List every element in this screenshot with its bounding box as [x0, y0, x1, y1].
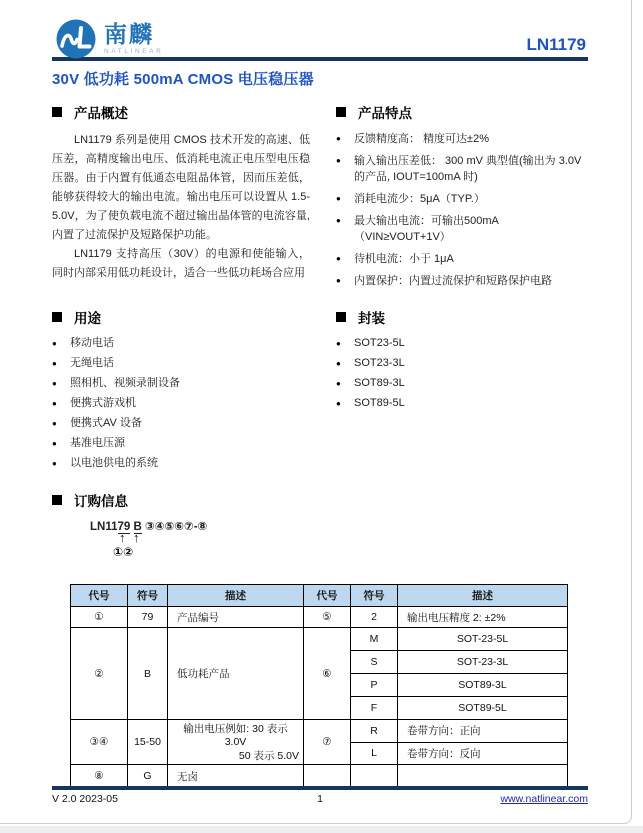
bullet-icon [52, 336, 70, 351]
list-item: ● 便携式AV 设备 [52, 416, 310, 431]
features-heading [336, 102, 588, 122]
applications-heading-label: 用途 [74, 311, 101, 326]
bullet-icon [52, 456, 70, 471]
table-cell: ③④ [71, 720, 128, 765]
section-packages [336, 307, 588, 416]
section-features [336, 102, 588, 295]
table-cell: ② [71, 628, 128, 720]
table-cell: SOT89-5L [398, 697, 568, 720]
bullet-icon [336, 356, 354, 371]
section-overview [52, 102, 310, 283]
bullet-icon [336, 376, 354, 391]
features-heading-label: 产品特点 [358, 106, 412, 121]
footer-divider [52, 786, 588, 790]
list-item: ● 基准电压源 [52, 436, 310, 451]
table-cell: G [128, 765, 168, 788]
table-cell: 2 [351, 607, 398, 628]
table-header-row [71, 585, 568, 607]
bullet-icon [336, 336, 354, 351]
bullet-icon [336, 273, 354, 289]
voltage-example-line1: 输出电压例如: 30 表示 3.0V [183, 723, 288, 748]
table-cell: 卷带方向：正向 [398, 720, 568, 743]
table-row [71, 607, 568, 628]
table-cell [304, 765, 351, 788]
document-version: V 2.0 2023-05 [52, 792, 118, 805]
table-cell: 卷带方向：反向 [398, 742, 568, 765]
column-header: 描述 [398, 585, 568, 607]
page-header [52, 0, 588, 57]
list-item: ● 照相机、视频录制设备 [52, 376, 310, 391]
overview-paragraph-1: LN1179 系列是使用 CMOS 技术开发的高速、低压差，高精度输出电压、低消耗电流正电压型电压稳压器。由于内置有低通态电阻晶体管，因而压差低，能够获得较大的输出电流。输出电压可以设置从 1.5-5.0V，为了使负载电流不超过输出晶体管的电流容量,内置了过流保护及短路保护功能。 [52, 134, 310, 241]
bullet-icon [336, 396, 354, 411]
table-cell: ⑧ [71, 765, 128, 788]
table-cell: SOT-23-5L [398, 628, 568, 651]
bullet-icon [52, 436, 70, 451]
page-content [52, 0, 588, 788]
up-arrow-icon: ↑ [133, 530, 140, 545]
section-marker-icon [52, 107, 62, 117]
ordering-code-suffix: ③④⑤⑥⑦-⑧ [145, 521, 208, 533]
table-cell: 低功耗产品 [168, 628, 304, 720]
bullet-icon [52, 356, 70, 371]
overview-paragraph-2: LN1179 支持高压（30V）的电源和使能输入，同时内部采用低功耗设计，适合一些低功耗场合应用 [52, 248, 310, 279]
table-cell: SOT89-3L [398, 674, 568, 697]
bullet-icon [336, 213, 354, 245]
overview-heading-label: 产品概述 [74, 106, 128, 121]
table-cell: M [351, 628, 398, 651]
section-applications [52, 307, 310, 476]
list-item: ● 消耗电流少：5μA（TYP.） [336, 191, 588, 207]
bullet-icon [52, 396, 70, 411]
section-marker-icon [336, 312, 346, 322]
list-item: ● 便携式游戏机 [52, 396, 310, 411]
part-number: LN1179 [526, 35, 586, 54]
section-marker-icon [52, 312, 62, 322]
applications-heading [52, 307, 310, 327]
logo-text [104, 23, 163, 55]
bullet-icon [336, 191, 354, 207]
section-marker-icon [52, 495, 62, 505]
company-logo [56, 19, 163, 59]
sections-grid [52, 102, 588, 476]
table-cell: 15-50 [128, 720, 168, 765]
list-item: ● SOT23-5L [336, 336, 588, 351]
ordering-code-field1: 79 [117, 521, 131, 533]
column-header: 描述 [168, 585, 304, 607]
table-cell [168, 720, 304, 765]
column-header: 代号 [71, 585, 128, 607]
applications-list [52, 336, 310, 471]
ordering-code-pointers: ①② [113, 545, 134, 559]
list-item: ● 无绳电话 [52, 356, 310, 371]
list-item: ● 反馈精度高： 精度可达±2% [336, 131, 588, 147]
list-item: ● 内置保护：内置过流保护和短路保护电路 [336, 273, 588, 289]
ordering-code-prefix: LN11 [90, 521, 118, 533]
bullet-icon [336, 131, 354, 147]
logo-wave-icon [56, 19, 96, 59]
packages-list [336, 336, 588, 411]
overview-heading [52, 102, 310, 122]
bullet-icon [336, 251, 354, 267]
packages-heading [336, 307, 588, 327]
table-cell: P [351, 674, 398, 697]
table-cell: 产品编号 [168, 607, 304, 628]
list-item: ● 输入输出压差低： 300 mV 典型值(输出为 3.0V 的产品, IOUT=100mA 时) [336, 153, 588, 185]
document-title: 30V 低功耗 500mA CMOS 电压稳压器 [52, 71, 314, 88]
page-edge [0, 826, 643, 833]
logo-chinese-name: 南麟 [104, 21, 154, 47]
up-arrow-icon: ↑ [119, 530, 126, 545]
list-item: ● SOT89-3L [336, 376, 588, 391]
ordering-code-diagram [90, 519, 588, 571]
table-cell [351, 765, 398, 788]
column-header: 符号 [351, 585, 398, 607]
section-ordering [52, 490, 588, 571]
logo-english-name: NATLINEAR [104, 48, 164, 55]
features-list [336, 131, 588, 289]
ordering-table [70, 584, 568, 788]
table-cell: SOT-23-3L [398, 651, 568, 674]
table-cell: B [128, 628, 168, 720]
table-cell: 输出电压精度 2: ±2% [398, 607, 568, 628]
table-row [71, 765, 568, 788]
table-cell: 无卤 [168, 765, 304, 788]
table-cell: S [351, 651, 398, 674]
ordering-heading [52, 490, 588, 510]
table-cell: ⑥ [304, 628, 351, 720]
table-row [71, 628, 568, 651]
packages-heading-label: 封装 [358, 311, 385, 326]
table-cell: F [351, 697, 398, 720]
table-cell [398, 765, 568, 788]
page-footer [52, 786, 588, 805]
table-cell: L [351, 742, 398, 765]
voltage-example-line2: 50 表示 5.0V [238, 750, 299, 762]
list-item: ● 最大输出电流：可输出500mA（VIN≥VOUT+1V） [336, 213, 588, 245]
table-cell: R [351, 720, 398, 743]
table-cell: 79 [128, 607, 168, 628]
list-item: ● 待机电流：小于 1μA [336, 251, 588, 267]
list-item: ● SOT23-3L [336, 356, 588, 371]
page-number: 1 [317, 792, 323, 805]
list-item: ● SOT89-5L [336, 396, 588, 411]
footer-row [52, 793, 588, 805]
table-cell: ⑦ [304, 720, 351, 765]
list-item: ● 移动电话 [52, 336, 310, 351]
ordering-code-field2: B [133, 521, 142, 533]
bullet-icon [336, 153, 354, 185]
column-header: 符号 [128, 585, 168, 607]
list-item: ● 以电池供电的系统 [52, 456, 310, 471]
table-row [71, 720, 568, 743]
table-cell: ⑤ [304, 607, 351, 628]
website-link[interactable]: www.natlinear.com [500, 792, 588, 805]
ordering-heading-label: 订购信息 [74, 494, 128, 509]
bullet-icon [52, 416, 70, 431]
bullet-icon [52, 376, 70, 391]
table-cell: ① [71, 607, 128, 628]
section-marker-icon [336, 107, 346, 117]
column-header: 代号 [304, 585, 351, 607]
